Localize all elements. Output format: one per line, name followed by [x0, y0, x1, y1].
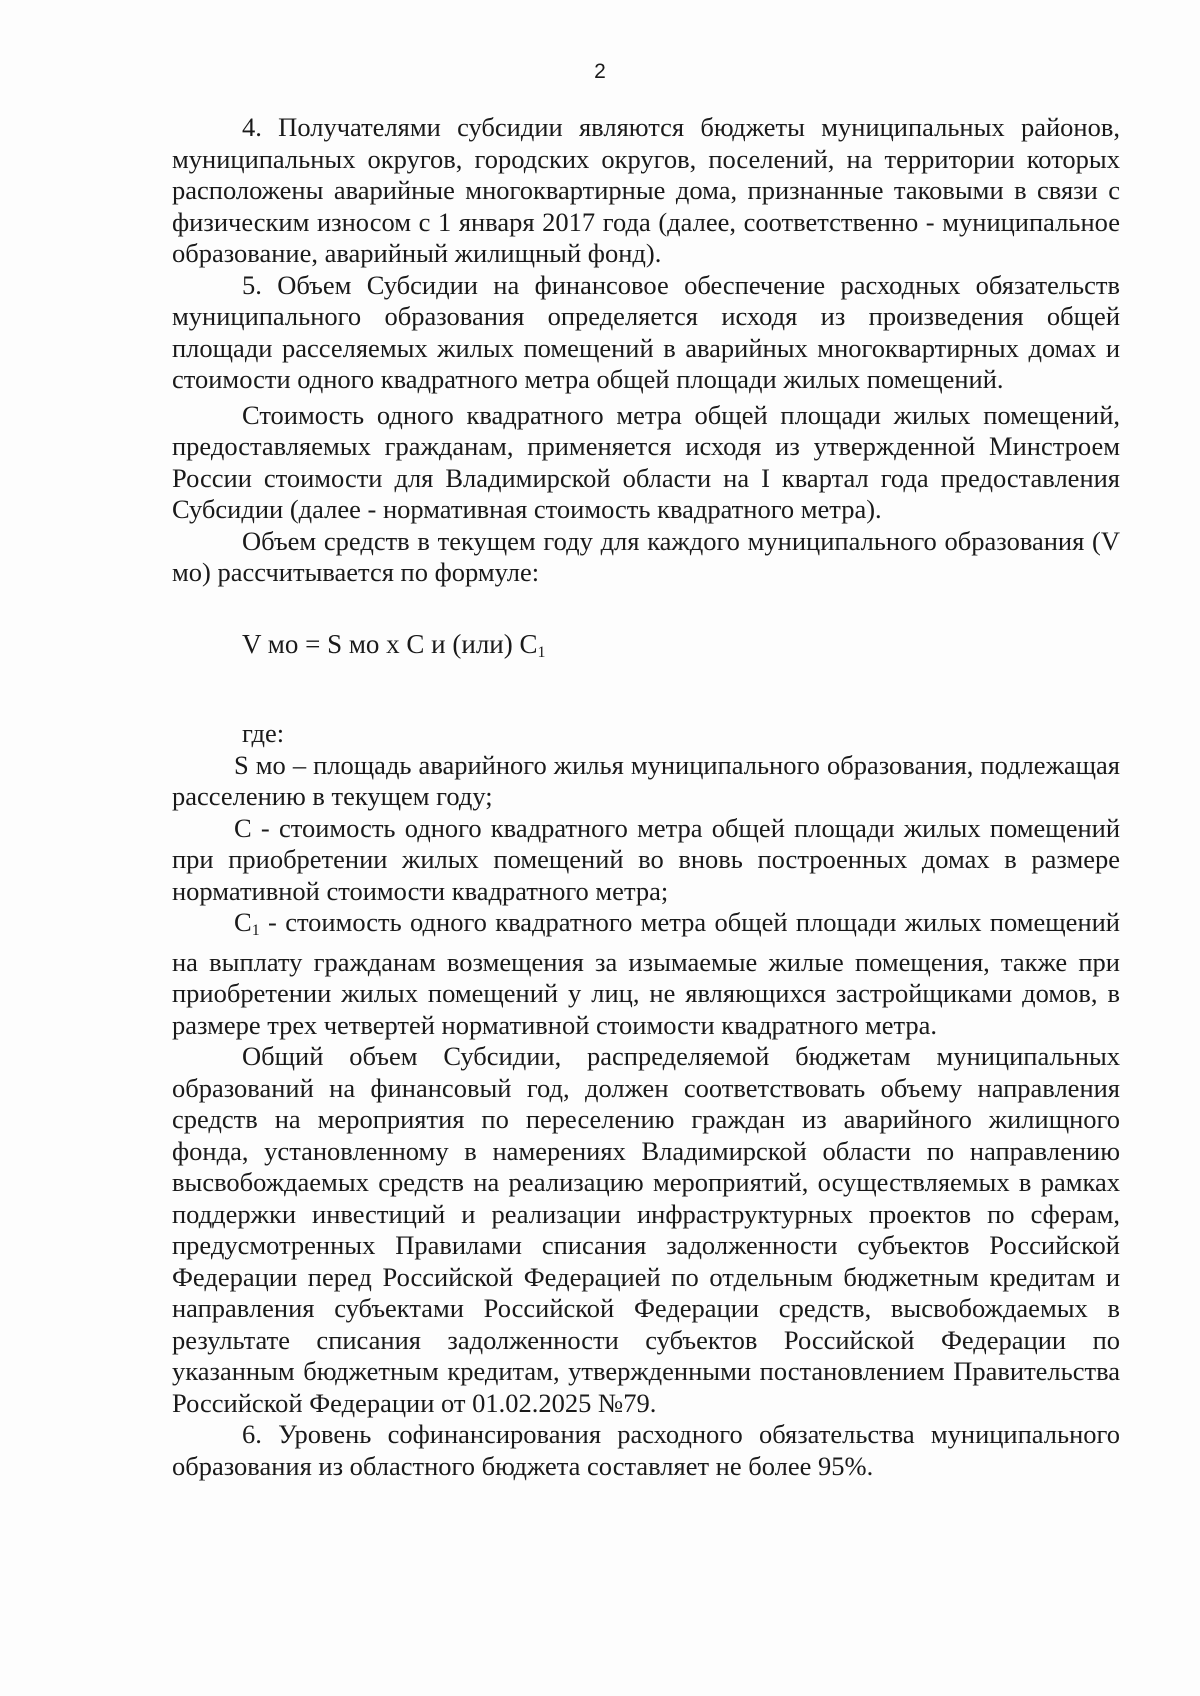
definition-s: S мо – площадь аварийного жилья муниципального образования, подлежащая расселению в текущем году;	[172, 749, 1120, 811]
formula-main: V мо = S мо х С и (или) С	[242, 628, 538, 659]
paragraph-4: 4. Получателями субсидии являются бюджеты муниципальных районов, муниципальных округов, городских округов, поселений, на территории которых расположены аварийные многоквартирные дома, признанные таковыми в связи с физическим износом с 1 января 2017 года (далее, соответственно - муниципальное образование, аварийный жилищный фонд).	[172, 112, 1120, 268]
paragraph-5: 5. Объем Субсидии на финансовое обеспечение расходных обязательств муниципального образования определяется исходя из произведения общей площади расселяемых жилых помещений в аварийных многоквартирных домах и стоимости одного квадратного метра общей площади жилых помещений.	[172, 269, 1120, 394]
document-body	[172, 112, 1120, 1482]
where-label: где:	[242, 718, 285, 748]
page-number: 2	[594, 60, 606, 83]
formula-subscript: 1	[537, 643, 546, 661]
definition-c: С - стоимость одного квадратного метра общей площади жилых помещений при приобретении жилых помещений во вновь построенных домах в размере нормативной стоимости квадратного метра;	[172, 812, 1120, 906]
definition-c1-subscript: 1	[251, 922, 260, 939]
definition-c1	[172, 907, 1120, 1041]
definition-c1-text: - стоимость одного квадратного метра общей площади жилых помещений на выплату гражданам возмещения за изымаемые жилые помещения, также при приобретении жилых помещений у лиц, не являющихся застройщиками домов, в размере трех четвертей нормативной стоимости квадратного метра.	[172, 907, 1120, 1040]
formula	[242, 629, 1120, 669]
paragraph-5-volume: Объем средств в текущем году для каждого муниципального образования (V мо) рассчитывается по формуле:	[172, 525, 1120, 587]
definition-c1-symbol: С	[234, 907, 252, 937]
paragraph-5-cost: Стоимость одного квадратного метра общей площади жилых помещений, предоставляемых гражданам, применяется исходя из утвержденной Минстроем России стоимости для Владимирской области на I квартал года предоставления Субсидии (далее - нормативная стоимость квадратного метра).	[172, 399, 1120, 524]
paragraph-total-volume: Общий объем Субсидии, распределяемой бюджетам муниципальных образований на финансовый год, должен соответствовать объему направления средств на мероприятия по переселению граждан из аварийного жилищного фонда, установленному в намерениях Владимирской области по направлению высвобождаемых средств на реализацию мероприятий, осуществляемых в рамках поддержки инвестиций и реализации инфраструктурных проектов по сферам, предусмотренных Правилами списания задолженности субъектов Российской Федерации перед Российской Федерацией по отдельным бюджетным кредитам и направления субъектами Российской Федерации средств, высвобождаемых в результате списания задолженности субъектов Российской Федерации по указанным бюджетным кредитам, утвержденными постановлением Правительства Российской Федерации от 01.02.2025 №79.	[172, 1041, 1120, 1418]
paragraph-6: 6. Уровень софинансирования расходного обязательства муниципального образования из областного бюджета составляет не более 95%.	[172, 1419, 1120, 1481]
